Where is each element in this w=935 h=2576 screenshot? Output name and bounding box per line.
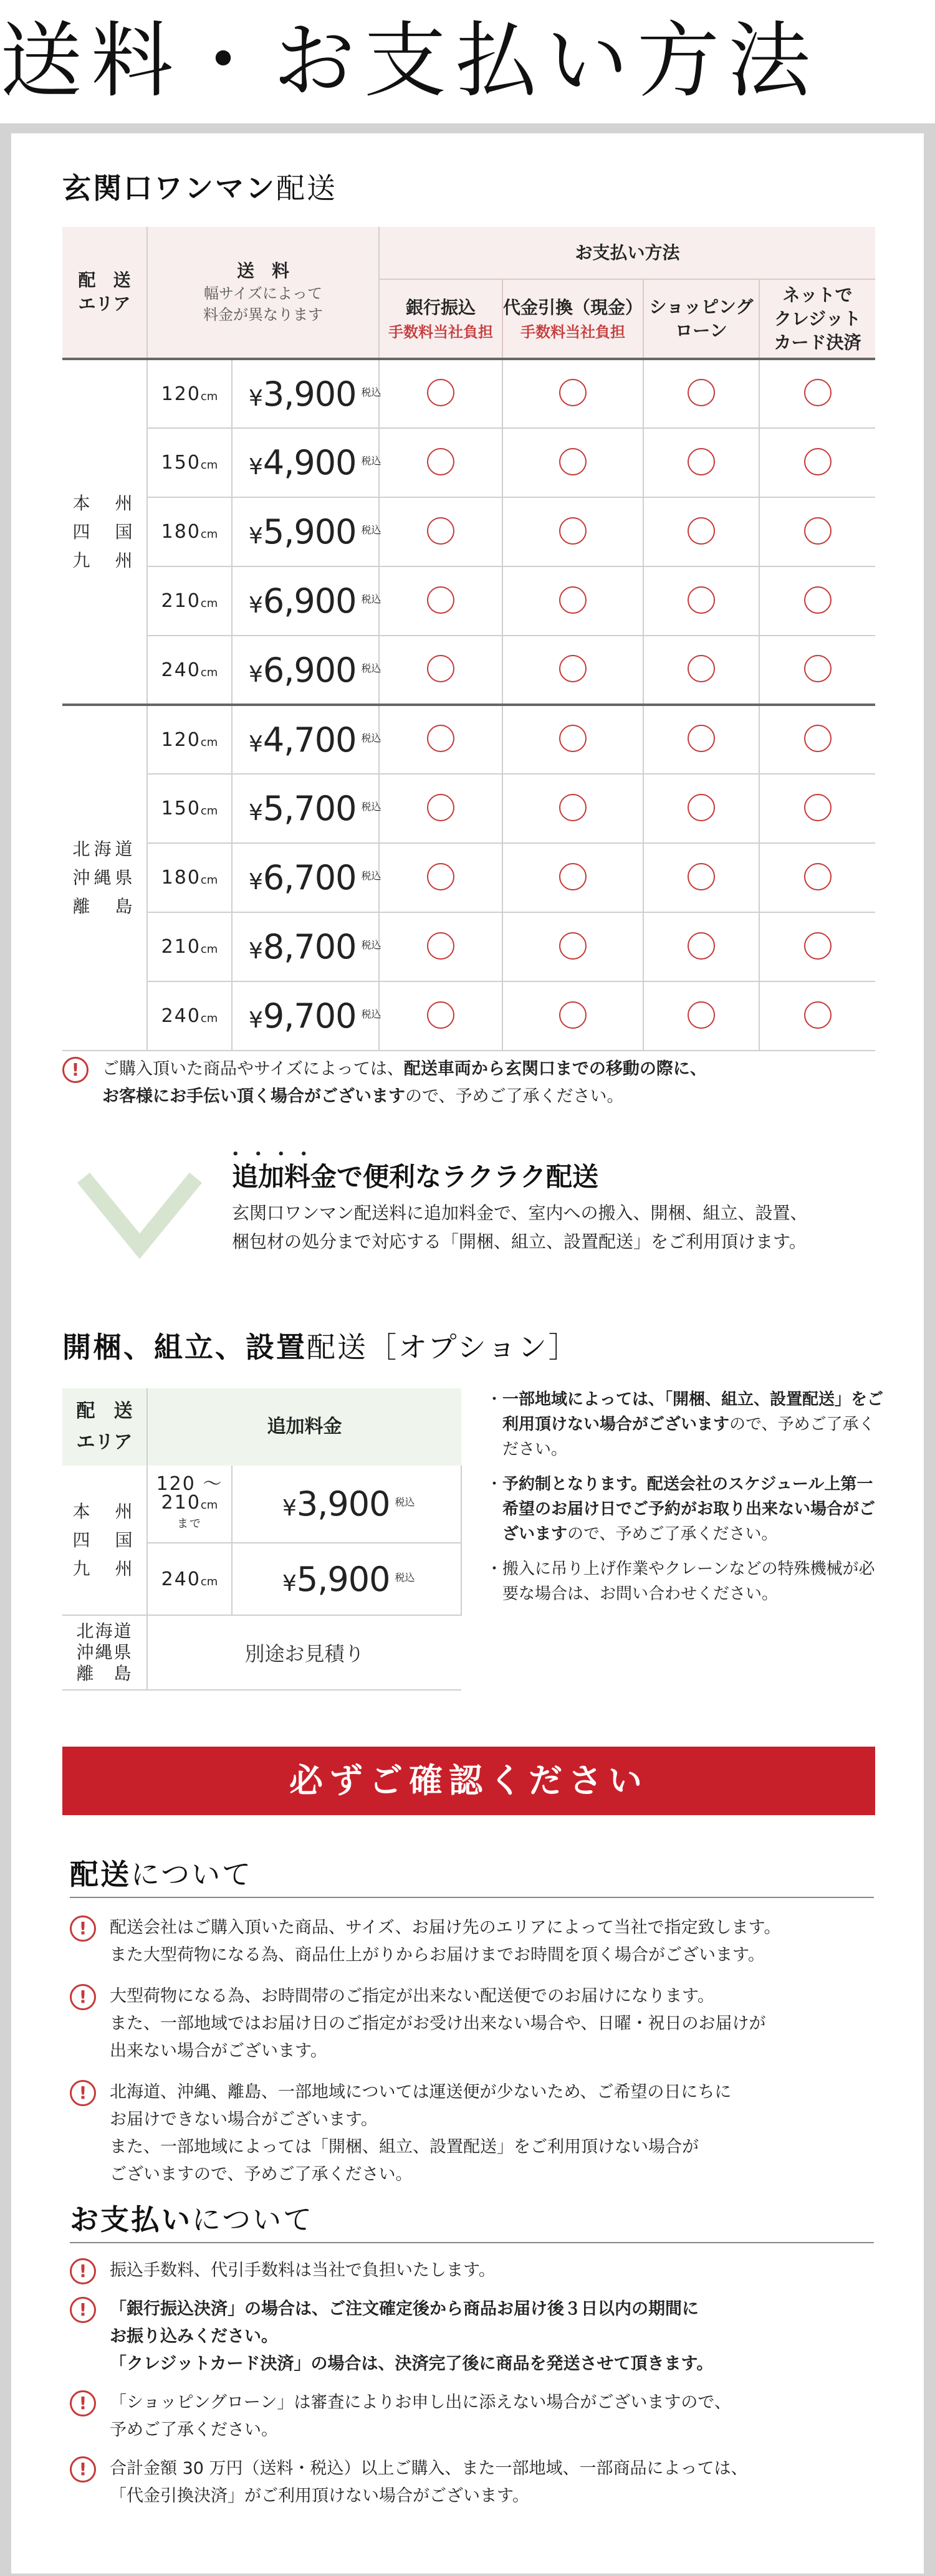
- price-cell: ¥4,900 税込: [232, 428, 379, 497]
- size-cell: 180cm: [147, 843, 232, 912]
- shipping-section-title: [62, 166, 337, 207]
- available-circle-icon: [804, 932, 832, 960]
- availability-cell: [759, 843, 875, 912]
- size-cell: 210cm: [147, 912, 232, 981]
- availability-cell: [379, 705, 502, 774]
- available-circle-icon: [688, 586, 715, 614]
- availability-cell: [643, 566, 759, 636]
- availability-cell: [502, 359, 643, 428]
- shipping-fee-table: [62, 227, 875, 1051]
- fee-row: [62, 497, 875, 566]
- available-circle-icon: [427, 586, 454, 614]
- price-cell: ¥4,700 税込: [232, 705, 379, 774]
- warning-icon: !: [70, 2258, 96, 2284]
- availability-cell: [379, 636, 502, 705]
- availability-cell: [759, 359, 875, 428]
- available-circle-icon: [559, 379, 587, 406]
- availability-cell: [759, 566, 875, 636]
- availability-cell: [502, 981, 643, 1051]
- available-circle-icon: [427, 655, 454, 682]
- size-cell: 240cm: [147, 636, 232, 705]
- available-circle-icon: [688, 725, 715, 752]
- available-circle-icon: [804, 586, 832, 614]
- page-title: 送料・お支払い方法: [0, 13, 819, 109]
- available-circle-icon: [804, 1001, 832, 1029]
- available-circle-icon: [688, 517, 715, 545]
- availability-cell: [643, 774, 759, 843]
- availability-cell: [643, 843, 759, 912]
- available-circle-icon: [559, 517, 587, 545]
- availability-cell: [379, 774, 502, 843]
- availability-cell: [502, 497, 643, 566]
- available-circle-icon: [559, 1001, 587, 1029]
- rakuraku-title-emph: •••• 追加料金: [232, 1148, 337, 1192]
- fee-row: [62, 981, 875, 1051]
- rakuraku-block: [232, 1148, 893, 1256]
- price-cell: ¥6,900 税込: [232, 636, 379, 705]
- availability-cell: [379, 359, 502, 428]
- availability-cell: [502, 566, 643, 636]
- size-cell: 240cm: [147, 981, 232, 1051]
- available-circle-icon: [804, 448, 832, 475]
- size-cell: 120cm: [147, 705, 232, 774]
- option-estimate-cell: 別途お見積り: [147, 1615, 461, 1690]
- delivery-notes-title: 配送について: [70, 1858, 253, 1891]
- available-circle-icon: [427, 1001, 454, 1029]
- option-size-cell: 240cm: [147, 1543, 232, 1615]
- delivery-note-item: ! 配送会社はご購入頂いた商品、サイズ、お届け先のエリアによって当社で指定致します。 また大型荷物になる為、商品仕上がりからお届けまでお時間を頂く場合がございます。: [70, 1914, 874, 1969]
- option-size-cell: 120 〜 210cm まで: [147, 1466, 232, 1543]
- availability-cell: [643, 705, 759, 774]
- method-bank-transfer: 銀行振込 手数料当社負担: [379, 279, 502, 359]
- available-circle-icon: [804, 794, 832, 821]
- fee-row: [62, 359, 875, 428]
- payment-header: お支払い方法: [379, 227, 875, 279]
- payment-note-item: ! 合計金額 30 万円（送料・税込）以上ご購入、また一部地域、一部商品によっては、 「代金引換決済」がご利用頂けない場合がございます。: [70, 2455, 874, 2510]
- warning-icon: !: [70, 2080, 96, 2106]
- availability-cell: [379, 912, 502, 981]
- available-circle-icon: [559, 932, 587, 960]
- shipping-title-bold: 玄関口ワンマン: [62, 171, 276, 205]
- availability-cell: [502, 428, 643, 497]
- chevron-down-icon: [77, 1171, 202, 1259]
- area-cell: 本 州 四 国 九 州: [62, 359, 147, 705]
- available-circle-icon: [688, 448, 715, 475]
- availability-cell: [379, 497, 502, 566]
- option-price-cell: ¥5,900 税込: [232, 1543, 461, 1615]
- price-cell: ¥5,900 税込: [232, 497, 379, 566]
- delivery-notes: [70, 1852, 874, 2202]
- availability-cell: [643, 497, 759, 566]
- availability-cell: [379, 981, 502, 1051]
- availability-cell: [502, 912, 643, 981]
- warning-icon: !: [70, 2297, 96, 2323]
- availability-cell: [379, 843, 502, 912]
- size-cell: 150cm: [147, 428, 232, 497]
- divider: [70, 2242, 874, 2243]
- available-circle-icon: [427, 517, 454, 545]
- availability-cell: [759, 981, 875, 1051]
- shipping-title-normal: 配送: [276, 171, 337, 205]
- availability-cell: [502, 843, 643, 912]
- fee-row: [62, 566, 875, 636]
- option-note-item: ・一部地域によっては、「開梱、組立、設置配送」をご利用頂けない場合がございますので、予めご了承ください。: [486, 1390, 884, 1459]
- option-fee-header: 追加料金: [147, 1388, 461, 1466]
- option-price-cell: ¥3,900 税込: [232, 1466, 461, 1543]
- availability-cell: [379, 428, 502, 497]
- option-notes: [486, 1387, 885, 1616]
- fee-row: [62, 705, 875, 774]
- fee-row: [62, 774, 875, 843]
- price-cell: ¥6,700 税込: [232, 843, 379, 912]
- availability-cell: [643, 912, 759, 981]
- fee-header: 送 料 幅サイズによって 料金が異なります: [147, 227, 379, 359]
- method-credit-card: ネットで クレジット カード決済: [759, 279, 875, 359]
- size-cell: 120cm: [147, 359, 232, 428]
- option-fee-table: [62, 1388, 462, 1691]
- fee-row: [62, 912, 875, 981]
- warning-icon: !: [62, 1057, 89, 1083]
- available-circle-icon: [688, 1001, 715, 1029]
- available-circle-icon: [804, 379, 832, 406]
- availability-cell: [502, 774, 643, 843]
- payment-note-item: ! 「銀行振込決済」の場合は、ご注文確定後から商品お届け後３日以内の期間に お振り込みください。 「クレジットカード決済」の場合は、決済完了後に商品を発送させて頂きます。: [70, 2296, 874, 2378]
- warning-icon: !: [70, 2456, 96, 2483]
- method-shopping-loan: ショッピング ローン: [643, 279, 759, 359]
- price-cell: ¥8,700 税込: [232, 912, 379, 981]
- available-circle-icon: [427, 725, 454, 752]
- price-cell: ¥5,700 税込: [232, 774, 379, 843]
- availability-cell: [643, 428, 759, 497]
- divider: [70, 1897, 874, 1898]
- available-circle-icon: [688, 379, 715, 406]
- warning-icon: !: [70, 1915, 96, 1942]
- available-circle-icon: [688, 863, 715, 890]
- available-circle-icon: [559, 794, 587, 821]
- available-circle-icon: [688, 932, 715, 960]
- fee-row: [62, 843, 875, 912]
- option-area-header: 配 送 エリア: [62, 1388, 147, 1466]
- delivery-note-item: ! 大型荷物になる為、お時間帯のご指定が出来ない配送便でのお届けになります。 また、一部地域ではお届け日のご指定がお受け出来ない場合や、日曜・祝日のお届けが 出来ない場合がございます。: [70, 1983, 874, 2065]
- availability-cell: [759, 705, 875, 774]
- warning-icon: !: [70, 1984, 96, 2010]
- availability-cell: [759, 774, 875, 843]
- payment-notes: [70, 2197, 874, 2510]
- available-circle-icon: [688, 655, 715, 682]
- option-area-mainland: 本 州 四 国 九 州: [62, 1466, 147, 1615]
- confirmation-banner: 必ずご確認ください: [62, 1747, 875, 1815]
- availability-cell: [759, 497, 875, 566]
- area-header: 配 送 エリア: [62, 227, 147, 359]
- availability-cell: [759, 912, 875, 981]
- fee-row: [62, 428, 875, 497]
- availability-cell: [502, 636, 643, 705]
- price-cell: ¥3,900 税込: [232, 359, 379, 428]
- available-circle-icon: [804, 517, 832, 545]
- available-circle-icon: [559, 448, 587, 475]
- warning-icon: !: [70, 2390, 96, 2416]
- option-note-item: ・搬入に吊り上げ作業やクレーンなどの特殊機械が必要な場合は、お問い合わせください。: [486, 1560, 875, 1603]
- availability-cell: [643, 359, 759, 428]
- price-cell: ¥9,700 税込: [232, 981, 379, 1051]
- available-circle-icon: [427, 863, 454, 890]
- delivery-note-item: ! 北海道、沖縄、離島、一部地域については運送便が少ないため、ご希望の日にちに お届けできない場合がございます。 また、一部地域によっては「開梱、組立、設置配送」をご利用頂けない場合が ございますので、予めご了承ください。: [70, 2079, 874, 2188]
- available-circle-icon: [804, 655, 832, 682]
- shipping-note: ! ご購入頂いた商品やサイズによっては、配送車両から玄関口までの移動の際に、 お客様にお手伝い頂く場合がございますので、予めご了承ください。: [62, 1056, 885, 1110]
- available-circle-icon: [804, 863, 832, 890]
- availability-cell: [759, 636, 875, 705]
- area-cell: 北海道 沖縄県 離 島: [62, 705, 147, 1051]
- rakuraku-title: •••• 追加料金で便利なラクラク配送: [232, 1148, 599, 1192]
- option-section-title: 開梱、組立、設置配送［オプション］: [62, 1330, 579, 1364]
- size-cell: 180cm: [147, 497, 232, 566]
- available-circle-icon: [427, 932, 454, 960]
- payment-note-item: ! 「ショッピングローン」は審査によりお申し出に添えない場合がございますので、 予めご了承ください。: [70, 2389, 874, 2444]
- available-circle-icon: [427, 448, 454, 475]
- available-circle-icon: [559, 725, 587, 752]
- availability-cell: [502, 705, 643, 774]
- option-note-item: ・予約制となります。配送会社のスケジュール上第一希望のお届け日でご予約がお取り出来ない場合がございますので、予めご了承ください。: [486, 1475, 876, 1543]
- available-circle-icon: [559, 655, 587, 682]
- availability-cell: [643, 636, 759, 705]
- payment-notes-title: お支払いについて: [70, 2203, 314, 2236]
- price-cell: ¥6,900 税込: [232, 566, 379, 636]
- available-circle-icon: [559, 863, 587, 890]
- available-circle-icon: [427, 379, 454, 406]
- fee-row: [62, 636, 875, 705]
- payment-note-item: ! 振込手数料、代引手数料は当社で負担いたします。: [70, 2257, 874, 2284]
- available-circle-icon: [688, 794, 715, 821]
- available-circle-icon: [804, 725, 832, 752]
- size-cell: 210cm: [147, 566, 232, 636]
- available-circle-icon: [559, 586, 587, 614]
- availability-cell: [643, 981, 759, 1051]
- availability-cell: [379, 566, 502, 636]
- availability-cell: [759, 428, 875, 497]
- option-area-remote: 北海道 沖縄県 離 島: [62, 1615, 147, 1690]
- size-cell: 150cm: [147, 774, 232, 843]
- available-circle-icon: [427, 794, 454, 821]
- method-cash-on-delivery: 代金引換（現金） 手数料当社負担: [502, 279, 643, 359]
- rakuraku-text: 玄関口ワンマン配送料に追加料金で、室内への搬入、開梱、組立、設置、 梱包材の処分まで対応する「開梱、組立、設置配送」をご利用頂けます。: [232, 1203, 808, 1252]
